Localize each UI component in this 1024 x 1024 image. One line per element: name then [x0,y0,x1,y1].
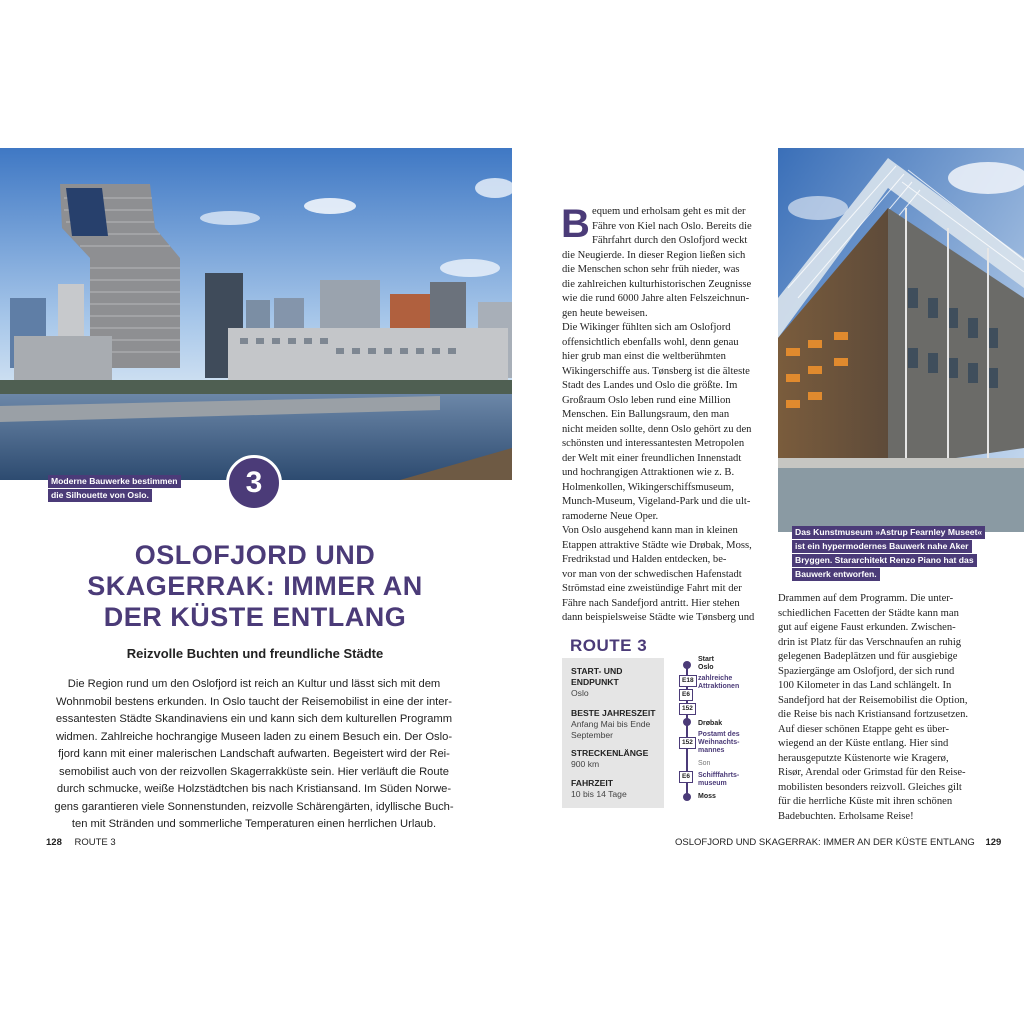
road-badge: E6 [679,689,693,701]
title-line: OSLOFJORD UND [134,540,376,570]
stop-postamt [698,731,740,755]
body-line: Stadt des Landes und Oslo die größte. Im [562,380,738,391]
body-line: dann beispielsweise Städte wie Tønsberg und [562,612,755,623]
title-line: SKAGERRAK: IMMER AN [87,571,423,601]
chapter-subtitle: Reizvolle Buchten und freundliche Städte [126,646,384,661]
body-line: Auf dieser schönen Etappe geht es über- [778,723,949,735]
body-line: gut auf eigene Faust erkunden. Zwischen- [778,622,956,633]
stop-drobak: Drøbak [698,720,723,727]
route-dot-start [683,661,691,669]
body-line: für die herrliche Küste mit ihren schönen [778,796,953,807]
body-line: Großraum Oslo leben rund eine Million [562,394,731,406]
body-line: Fährfahrt durch den Oslofjord weckt [592,235,748,246]
caption-line: Bryggen. Stararchitekt Renzo Piano hat das [792,554,977,567]
body-column-1 [561,202,762,626]
photo-oslo-skyline [0,148,512,480]
road-badge: E6 [679,771,693,783]
dropcap: B [561,202,590,246]
intro-line: semobilist auch von der reizvollen Skagerrakküste sein. Hier verläuft die Route [59,765,449,778]
stop-line: Weihnachts- [698,739,740,746]
body-line: Holmenkollen, Wikingerschiffsmuseum, [562,481,734,493]
body-line: der Welt mit einer freundlichen Innenstadt [562,452,742,464]
body-line: Spaziergänge am Oslofjord, der sich rund [778,665,955,677]
title-line: DER KÜSTE ENTLANG [103,602,407,632]
chapter-title [40,540,470,633]
body-line: wiegend an der Küste entlang. Hier sind [778,738,949,749]
caption-line: Moderne Bauwerke bestimmen [48,475,181,488]
body-line: equem und erholsam geht es mit der [592,206,746,217]
chapter-number-badge: 3 [226,455,282,511]
body-line: offensichtlich ebenfalls wohl, denn genau [562,336,739,348]
route-dot-drobak [683,718,691,726]
fact-value: 10 bis 14 Tage [571,789,627,799]
intro-line: gens garantieren viele Sonnenstunden, reizvolle Schärengärten, idyllische Buch- [54,800,454,813]
stop-line: Start [698,656,714,663]
body-line: Risør, Arendal oder Grimstad für den Reise- [778,767,966,778]
fact-value [571,719,650,741]
body-line: Menschen. Ein Ballungsraum, den man [562,409,730,420]
intro-line: Wohnmobil bestens erkunden. In Oslo taucht der Reisemobilist in eine der inter- [56,695,452,708]
page-number-left: 128 [46,837,62,848]
fact-value: 900 km [571,759,600,769]
body-line: drin ist Platz für das Verschnaufen an ruhig [778,636,962,648]
intro-paragraph [44,676,464,834]
body-line: Fredrikstad und Halden entdecken, be- [562,554,727,565]
intro-line: ten mit Stränden und sommerliche Temperaturen einen herrlichen Urlaub. [71,818,437,830]
body-line: Drammen auf dem Programm. Die unter- [778,593,954,604]
stop-line: Attraktionen [698,683,740,690]
stop-attractions [698,675,739,691]
intro-line: essantesten Städte Skandinaviens ein und kann sich dem kulturellen Programm [55,713,453,725]
footer-right [675,837,1001,848]
body-line: vor man von der schwedischen Hafenstadt [562,568,742,580]
body-line: schönsten und interessantesten Metropolen [562,438,745,449]
footer-left [46,837,116,848]
body-column-2 [778,592,978,824]
intro-line: durch schmucke, weiße Holzstädtchen bis nach Kristiansand. Im Süden Norwe- [56,783,452,795]
body-line: nicht meiden sollte, denn Oslo gehört zu den [562,423,752,435]
intro-line: widmen. Zahlreiche hochrangige Museen laden zu einem Besuch ein. Der Oslo- [55,730,453,743]
body-line: Fähre nach Sandefjord antritt. Hier stehen [562,597,740,609]
body-line: Von Oslo ausgehend kann man in kleinen [562,525,738,536]
fact-label: FAHRZEIT [571,778,614,788]
body-line: herausgeputzte Küstenorte wie Kragerø, [778,752,949,764]
body-line: und hochrangigen Attraktionen wie z. B. [562,467,735,478]
fact-value-line: September [571,730,614,740]
body-line: Die Wikinger fühlten sich am Oslofjord [562,322,731,333]
fact-label: STRECKENLÄNGE [571,748,649,758]
stop-son: Son [698,760,711,767]
body-line: ramoderne Neue Oper. [562,510,659,522]
footer-label-right: OSLOFJORD UND SKAGERRAK: IMMER AN DER KÜSTE ENTLANG [675,837,975,848]
body-line: Strömstad eine zweistündige Fahrt mit der [562,583,742,594]
stop-line: mannes [698,747,725,754]
stop-line: Postamt des [698,731,740,738]
caption-line: Bauwerk entworfen. [792,568,880,581]
body-line: schiedlichen Facetten der Städte kann man [778,607,959,619]
body-line: die Menschen schon sehr früh nieder, was [562,264,740,275]
body-line: die Neugierde. In dieser Region ließen sich [562,249,746,261]
route-dot-moss [683,793,691,801]
fact-label: BESTE JAHRESZEIT [571,708,656,718]
body-line: wie die rund 6000 Jahre alten Felszeichnun- [562,293,750,304]
intro-line: Die Region rund um den Oslofjord ist reich an Kultur und lässt sich mit dem [67,678,441,690]
stop-line: Schifffahrts- [698,772,740,779]
fact-value-line: Anfang Mai bis Ende [571,719,651,729]
stop-line: Oslo [698,664,714,671]
fact-label-line: START- UND [571,666,623,676]
body-line: 100 Kilometer in das Land schlängelt. In [778,680,952,691]
route-title: ROUTE 3 [570,636,648,655]
stop-start [698,656,714,672]
caption-line: Das Kunstmuseum »Astrup Fearnley Museet« [792,526,985,539]
route-facts-box [562,658,664,808]
road-badge: 152 [679,703,696,715]
body-line: Wikingerschiffe aus. Tønsberg ist die älteste [562,365,750,377]
body-line: hier grub man einst die weltberühmten [562,351,726,362]
body-line: gen heute beweisen. [562,307,648,319]
caption-line: die Silhouette von Oslo. [48,489,152,502]
body-line: Fähre von Kiel nach Oslo. Bereits die [592,220,752,232]
body-line: Badebuchten. Erholsame Reise! [778,810,914,822]
stop-line: museum [698,780,727,787]
stop-line: zahlreiche [698,675,733,682]
body-line: Etappen attraktive Städte wie Drøbak, Moss, [562,539,752,551]
fact-label [571,666,622,688]
body-line: Sandefjord hat der Reisemobilist die Option, [778,694,968,706]
photo-caption-right [792,526,985,582]
photo-caption-left [48,475,181,503]
footer-label-left: ROUTE 3 [74,837,116,848]
stop-schifffahrtsmuseum [698,772,739,788]
intro-line: fjord kann mit einer malerischen Landschaft aufwarten. Begeistert wird der Rei- [58,748,450,760]
fact-label-line: ENDPUNKT [571,677,619,687]
body-line: die Reise bis nach Kristiansand fortzusetzen. [778,709,969,720]
page-number-right: 129 [985,837,1002,848]
caption-line: ist ein hypermodernes Bauwerk nahe Aker [792,540,972,553]
body-line: gelegenen Badeplätzen und für ausgiebige [778,651,958,662]
body-line: die zahlreichen kulturhistorischen Zeugnisse [562,278,752,290]
road-badge: 152 [679,737,696,749]
body-line: mobilisten besonders reizvoll. Gleiches gilt [778,781,962,793]
fact-value: Oslo [571,688,589,698]
body-line: Munch-Museum, Vigeland-Park und die ult- [562,496,751,507]
road-badge: E18 [679,675,697,687]
stop-moss: Moss [698,793,716,800]
photo-astrup-fearnley-museum [778,148,1024,532]
